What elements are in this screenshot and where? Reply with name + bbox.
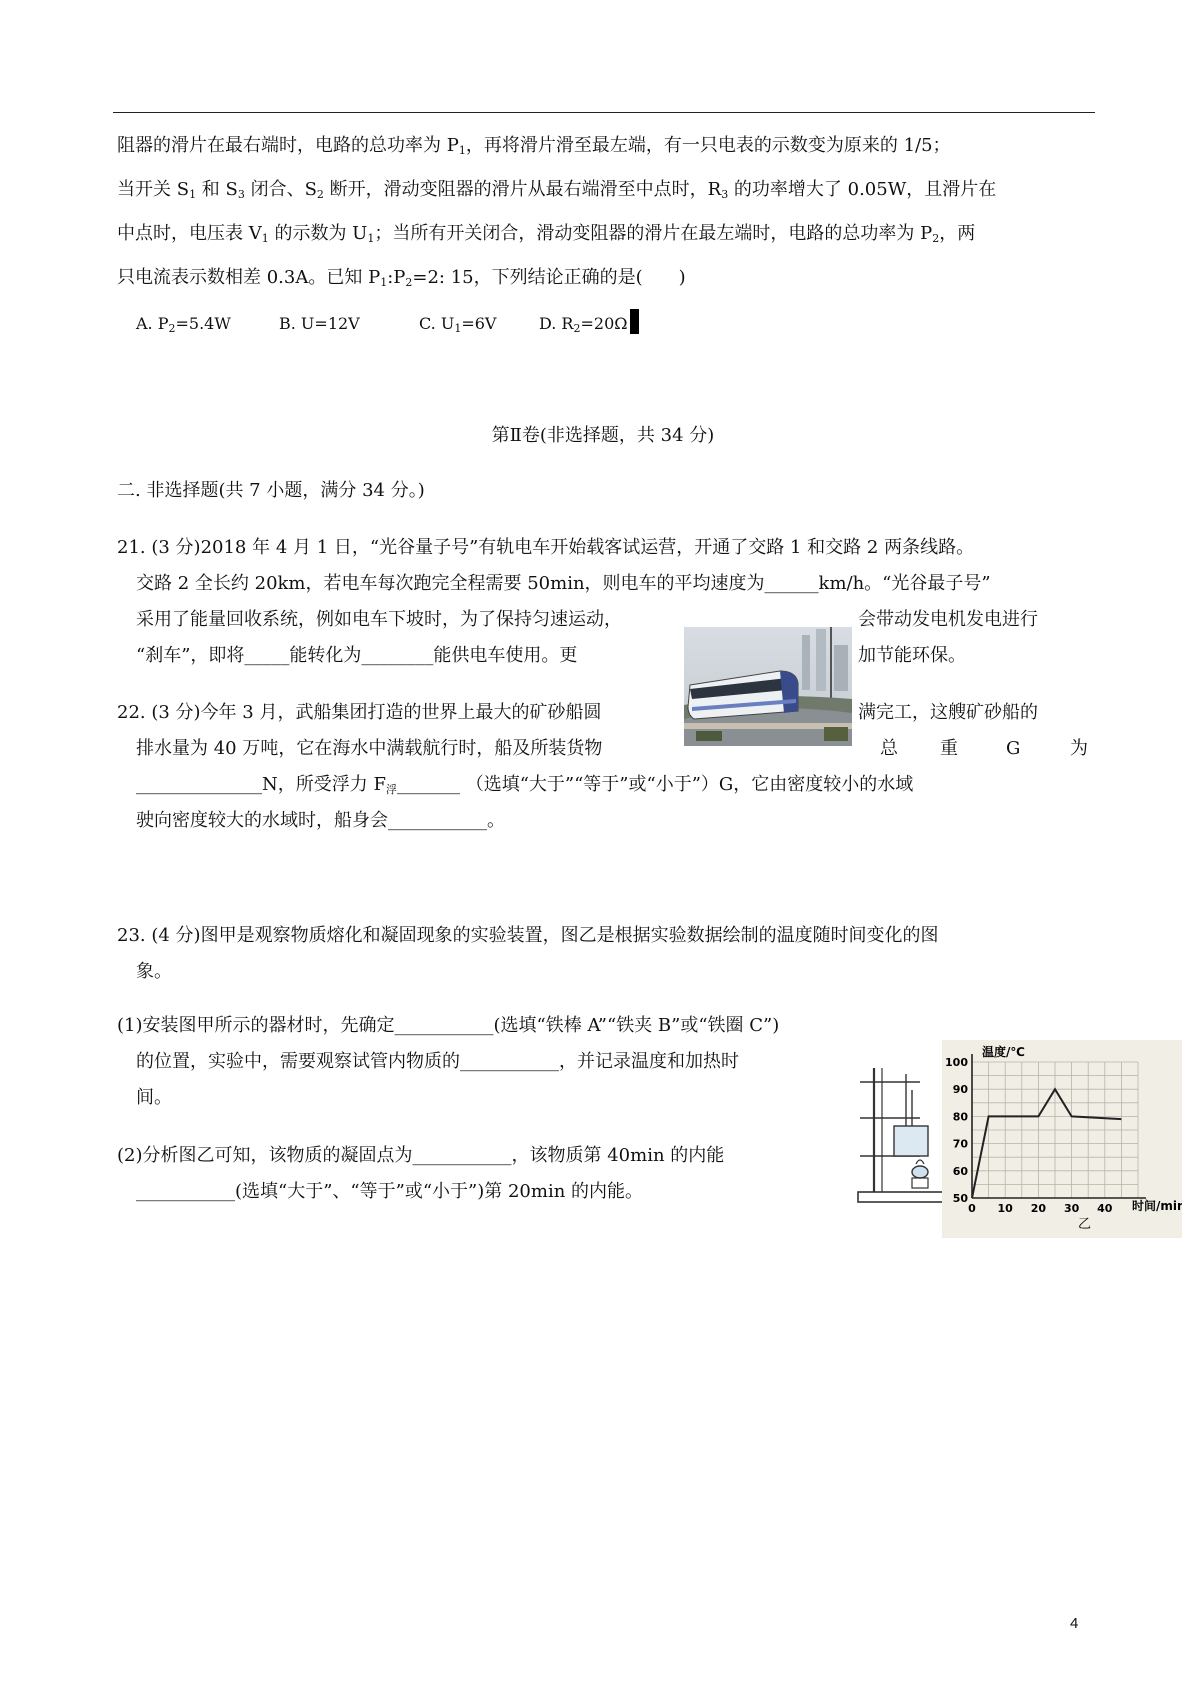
q20-line-3: 中点时，电压表 $V_1$ 的示数为 $U_1$；当所有开关闭合，滑动变阻器的滑片在最左端时，电路的总功率为 $P_2$，两 — [117, 223, 976, 245]
q20-option-b: B. U=12V — [279, 314, 360, 333]
q20-line-4: 只电流表示数相差 0.3A。已知 $P_1:P_2=2$: 15，下列结论正确的是( ) — [117, 267, 686, 289]
q20-option-c: C. $U_1=6V$ — [419, 314, 497, 335]
q22-line-1a: 22. (3 分)今年 3 月，武船集团打造的世界上最大的矿砂船圆 — [117, 702, 602, 723]
q20-line-1: 阻器的滑片在最右端时，电路的总功率为 $P_1$，再将滑片滑至最左端，有一只电表的示数变为原来的 1/5； — [117, 135, 951, 157]
chart-y-tick-label: 50 — [952, 1192, 968, 1205]
q21-line-2: 交路 2 全长约 20km，若电车每次跑完全程需要 50min，则电车的平均速度为______km/h。“光谷最子号” — [136, 573, 991, 594]
section-subtitle: 二. 非选择题(共 7 小题，满分 34 分。) — [117, 480, 425, 501]
q23-part1-line-3: 间。 — [136, 1087, 172, 1108]
q22-line-2b-1: 总 — [880, 738, 898, 759]
header-rule — [113, 112, 1095, 113]
section-title: 第Ⅱ卷(非选择题，共 34 分) — [491, 425, 715, 446]
q21-line-4a: “刹车”，即将_____能转化为________能供电车使用。更 — [136, 645, 578, 666]
chart-x-axis-label: 时间/min — [1132, 1199, 1182, 1213]
q22-line-2b-3: G — [1006, 738, 1021, 759]
q22-line-1b: 满完工，这艘矿砂船的 — [858, 702, 1038, 723]
q20-option-a: A. $P_2=5.4W$ — [136, 314, 231, 335]
q22-line-4: 驶向密度较大的水域时，船身会___________。 — [136, 810, 505, 831]
q22-line-2b-4: 为 — [1070, 738, 1088, 759]
chart-x-tick-label: 30 — [1063, 1202, 1080, 1215]
chart-x-tick-label: 10 — [997, 1202, 1013, 1215]
chart-caption: 乙 — [1078, 1217, 1092, 1232]
temperature-chart — [942, 1040, 1182, 1238]
q21-line-4b: 加节能环保。 — [858, 645, 966, 666]
q21-line-3b: 会带动发电机发电进行 — [858, 609, 1038, 630]
chart-y-tick-label: 70 — [952, 1137, 968, 1151]
q23-part2-line-1: (2)分析图乙可知，该物质的凝固点为___________，该物质第 40min 的内能 — [117, 1145, 725, 1166]
q20-line-2: 当开关 $S_1$ 和 $S_3$ 闭合、$S_2$ 断开，滑动变阻器的滑片从最右端滑至中点时，$R_3$ 的功率增大了 0.05W，且滑片在 — [117, 179, 997, 201]
q23-line-2: 象。 — [136, 961, 172, 982]
chart-svg — [942, 1040, 1182, 1238]
q22-line-2a: 排水量为 40 万吨，它在海水中满载航行时，船及所装货物 — [136, 738, 603, 759]
chart-y-tick-label: 90 — [952, 1083, 968, 1097]
page-number: 4 — [1070, 1615, 1079, 1632]
text-cursor — [630, 309, 639, 334]
q21-line-3a: 采用了能量回收系统，例如电车下坡时，为了保持匀速运动， — [136, 609, 622, 630]
q23-part2-line-2: ___________(选填“大于”、“等于”或“小于”)第 20min 的内能。 — [136, 1181, 644, 1202]
q22-line-3: ______________N，所受浮力 $F_浮\_\_\_\_\_\_\_$ （选填“大于”“等于”或“小于”）G，它由密度较小的水域 — [136, 774, 914, 796]
chart-y-tick-label: 60 — [952, 1164, 968, 1178]
chart-x-tick-label: 0 — [968, 1202, 976, 1215]
q20-option-d: D. $R_2=20\Omega$ — [539, 306, 639, 342]
chart-y-tick-label: 100 — [945, 1056, 968, 1069]
q23-part1-line-1: (1)安装图甲所示的器材时，先确定___________(选填“铁棒 A”“铁夹 B”或“铁圈 C”) — [117, 1015, 780, 1036]
chart-x-tick-label: 40 — [1097, 1202, 1113, 1215]
chart-y-axis-label: 温度/℃ — [982, 1045, 1025, 1059]
chart-x-tick-label: 20 — [1030, 1202, 1047, 1215]
tram-photo — [684, 627, 852, 746]
apparatus-figure — [850, 1060, 950, 1223]
q23-line-1: 23. (4 分)图甲是观察物质熔化和凝固现象的实验装置，图乙是根据实验数据绘制的温度随时间变化的图 — [117, 925, 939, 946]
q23-part1-line-2: 的位置，实验中，需要观察试管内物质的___________，并记录温度和加热时 — [136, 1051, 739, 1072]
q21-line-1: 21. (3 分)2018 年 4 月 1 日，“光谷量子号”有轨电车开始载客试运营，开通了交路 1 和交路 2 两条线路。 — [117, 537, 975, 558]
q22-line-2b-2: 重 — [940, 738, 958, 759]
chart-y-tick-label: 80 — [952, 1110, 968, 1124]
